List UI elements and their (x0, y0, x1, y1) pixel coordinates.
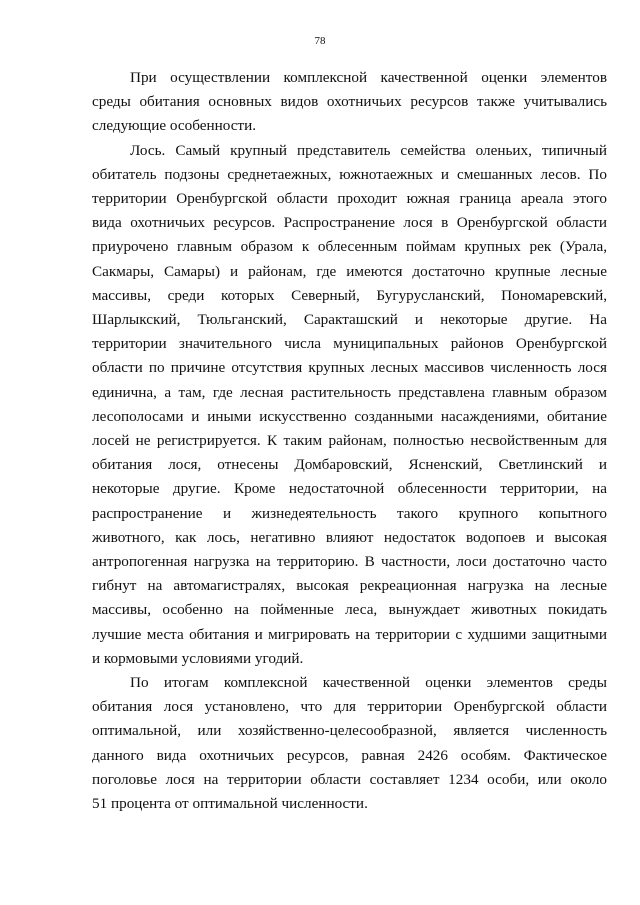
text-line: Лось. Самый крупный представитель семейства оленьих, типичный (130, 141, 607, 159)
text-line: массивы, особенно на пойменные леса, вынуждает животных покидать (92, 601, 607, 619)
text-line: обитания лося, отнесены Домбаровский, Ясненский, Светлинский и (92, 456, 607, 474)
text-line: лучшие места обитания и мигрировать на территории с худшими защитными (92, 625, 607, 643)
text-line: лесополосами и иными искусственно созданными насаждениями, обитание (92, 407, 607, 425)
text-line: гибнут на автомагистралях, высокая рекреационная нагрузка на лесные (92, 577, 607, 595)
text-line: массивы, среди которых Северный, Бугурусланский, Пономаревский, (92, 286, 607, 304)
page-number: 78 (314, 35, 326, 47)
text-line: животного, как лось, негативно влияют недостаток водопоев и высокая (92, 528, 607, 546)
text-line: единична, а там, где лесная растительность представлена главным образом (92, 383, 607, 401)
text-line: территории Оренбургской области проходит южная граница ареала этого (92, 190, 607, 208)
text-line: территории значительного числа муниципальных районов Оренбургской (92, 335, 607, 353)
text-line: лосей не регистрируется. К таким районам, полностью несвойственным для (92, 432, 607, 450)
text-line: обитатель подзоны среднетаежных, южнотаежных и смешанных лесов. По (92, 165, 607, 183)
text-line: и кормовыми условиями угодий. (92, 649, 304, 667)
paragraph-2 (92, 139, 607, 671)
text-line: вида охотничьих ресурсов. Распространение лося в Оренбургской области (92, 214, 607, 232)
paragraph-1 (92, 66, 607, 139)
paragraph-3 (92, 671, 607, 816)
text-line: оптимальной, или хозяйственно-целесообразной, является численность (92, 722, 607, 740)
text-line: некоторые другие. Кроме недостаточной облесенности территории, на (92, 480, 607, 498)
text-line: области по причине отсутствия крупных лесных массивов численность лося (92, 359, 607, 377)
text-line: При осуществлении комплексной качественной оценки элементов (130, 69, 607, 86)
text-line: Сакмары, Самары) и районам, где имеются достаточно крупные лесные (92, 262, 607, 280)
text-line: приурочено главным образом к облесенным поймам крупных рек (Урала, (92, 238, 607, 256)
text-line: антропогенная нагрузка на территорию. В частности, лоси достаточно часто (92, 553, 607, 571)
document-body (92, 66, 607, 816)
text-line: среды обитания основных видов охотничьих ресурсов также учитывались (92, 93, 607, 111)
text-line: По итогам комплексной качественной оценки элементов среды (130, 674, 607, 692)
text-line: 51 процента от оптимальной численности. (92, 795, 368, 813)
text-line: Шарлыкский, Тюльганский, Саракташский и некоторые другие. На (92, 311, 607, 329)
text-line: обитания лося установлено, что для территории Оренбургской области (92, 698, 607, 716)
text-line: данного вида охотничьих ресурсов, равная 2426 особям. Фактическое (92, 746, 607, 764)
text-line: следующие особенности. (92, 117, 256, 135)
text-line: распространение и жизнедеятельность такого крупного копытного (92, 504, 607, 522)
text-line: поголовье лося на территории области составляет 1234 особи, или около (92, 770, 607, 788)
